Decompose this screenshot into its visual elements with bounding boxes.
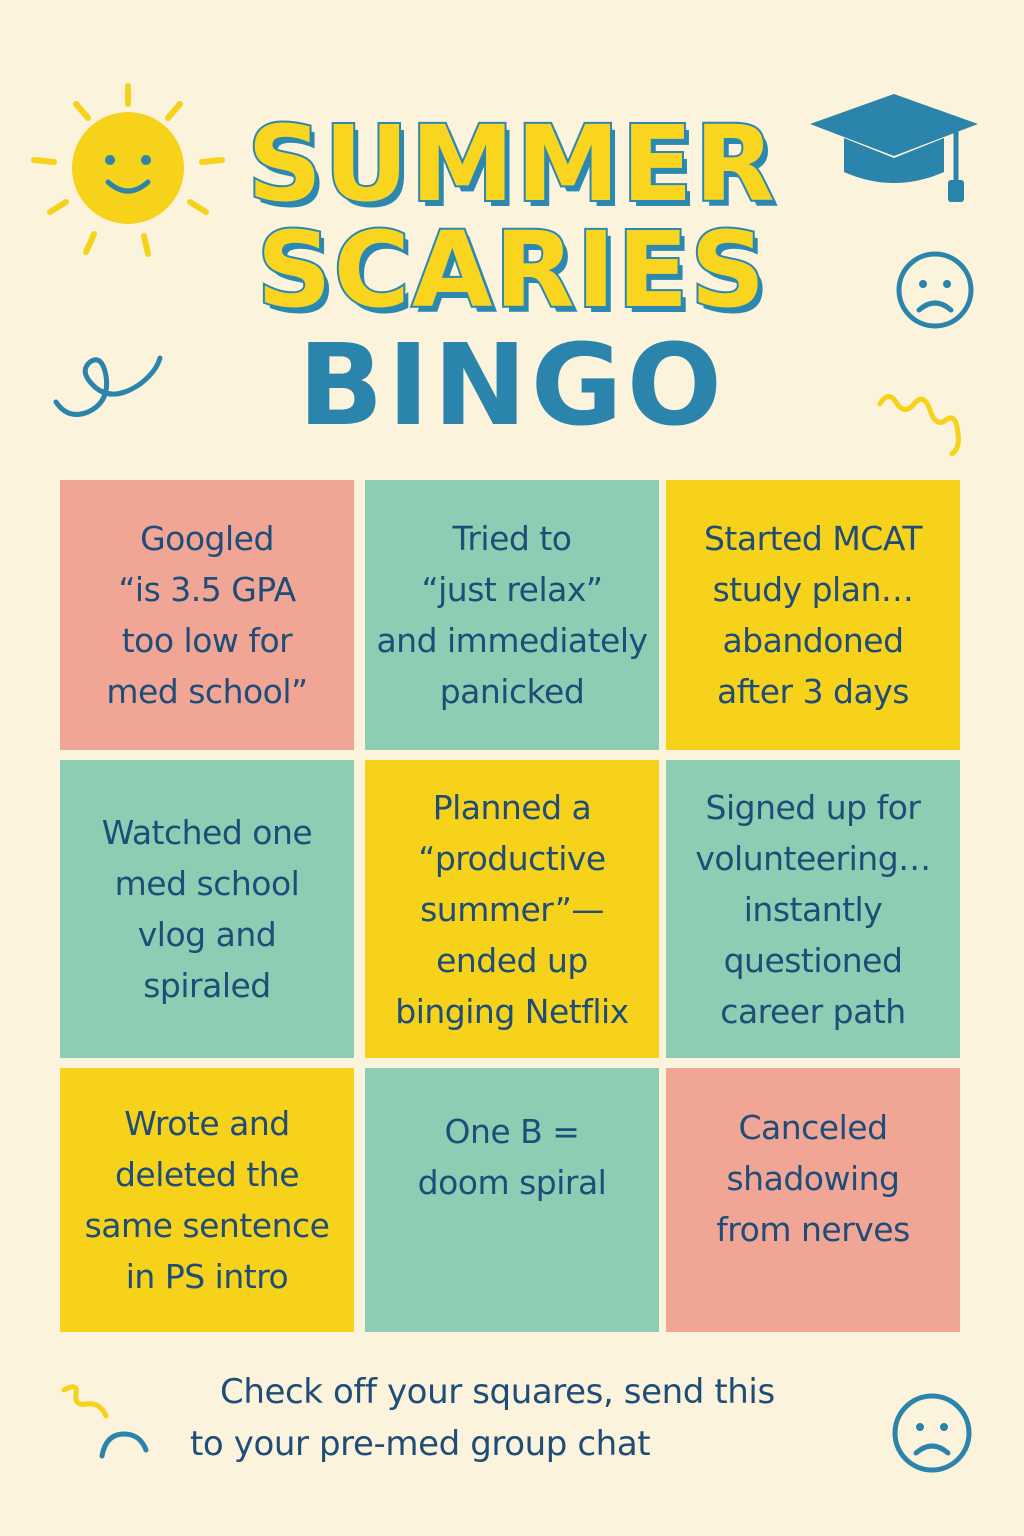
bingo-grid [60,480,964,1332]
swirl-icon [96,1424,156,1464]
bingo-square-3[interactable] [666,480,960,750]
bingo-square-5[interactable] [365,760,659,1058]
square-text: Wrote and deleted the same sentence in PS intro [84,1104,330,1296]
footer-instructions [190,1366,910,1470]
title-line-2: SCARIES [256,209,768,331]
square-text: One B = doom spiral [417,1112,607,1202]
square-text: Googled “is 3.5 GPA too low for med school” [106,519,308,711]
title-line-3: BINGO [298,321,726,451]
bingo-square-7[interactable] [60,1068,354,1332]
square-text: Tried to “just relax” and immediately panicked [376,519,648,711]
bingo-square-1[interactable] [60,480,354,750]
bingo-square-9[interactable] [666,1068,960,1332]
footer-line-2: to your pre-med group chat [190,1424,651,1464]
footer-line-1: Check off your squares, send this [220,1372,775,1412]
bingo-square-6[interactable] [666,760,960,1058]
square-text: Started MCAT study plan… abandoned after 3 days [703,519,923,711]
bingo-square-8[interactable] [365,1068,659,1332]
bingo-square-4[interactable] [60,760,354,1058]
square-text: Watched one med school vlog and spiraled [101,813,313,1005]
title-line-1: SUMMER [247,103,777,225]
squiggle-icon [56,1380,116,1424]
square-text: Canceled shadowing from nerves [716,1108,910,1249]
square-text: Planned a “productive summer”— ended up binging Netflix [395,787,629,1031]
square-text: Signed up for volunteering… instantly questioned career path [695,787,931,1031]
bingo-square-2[interactable] [365,480,659,750]
